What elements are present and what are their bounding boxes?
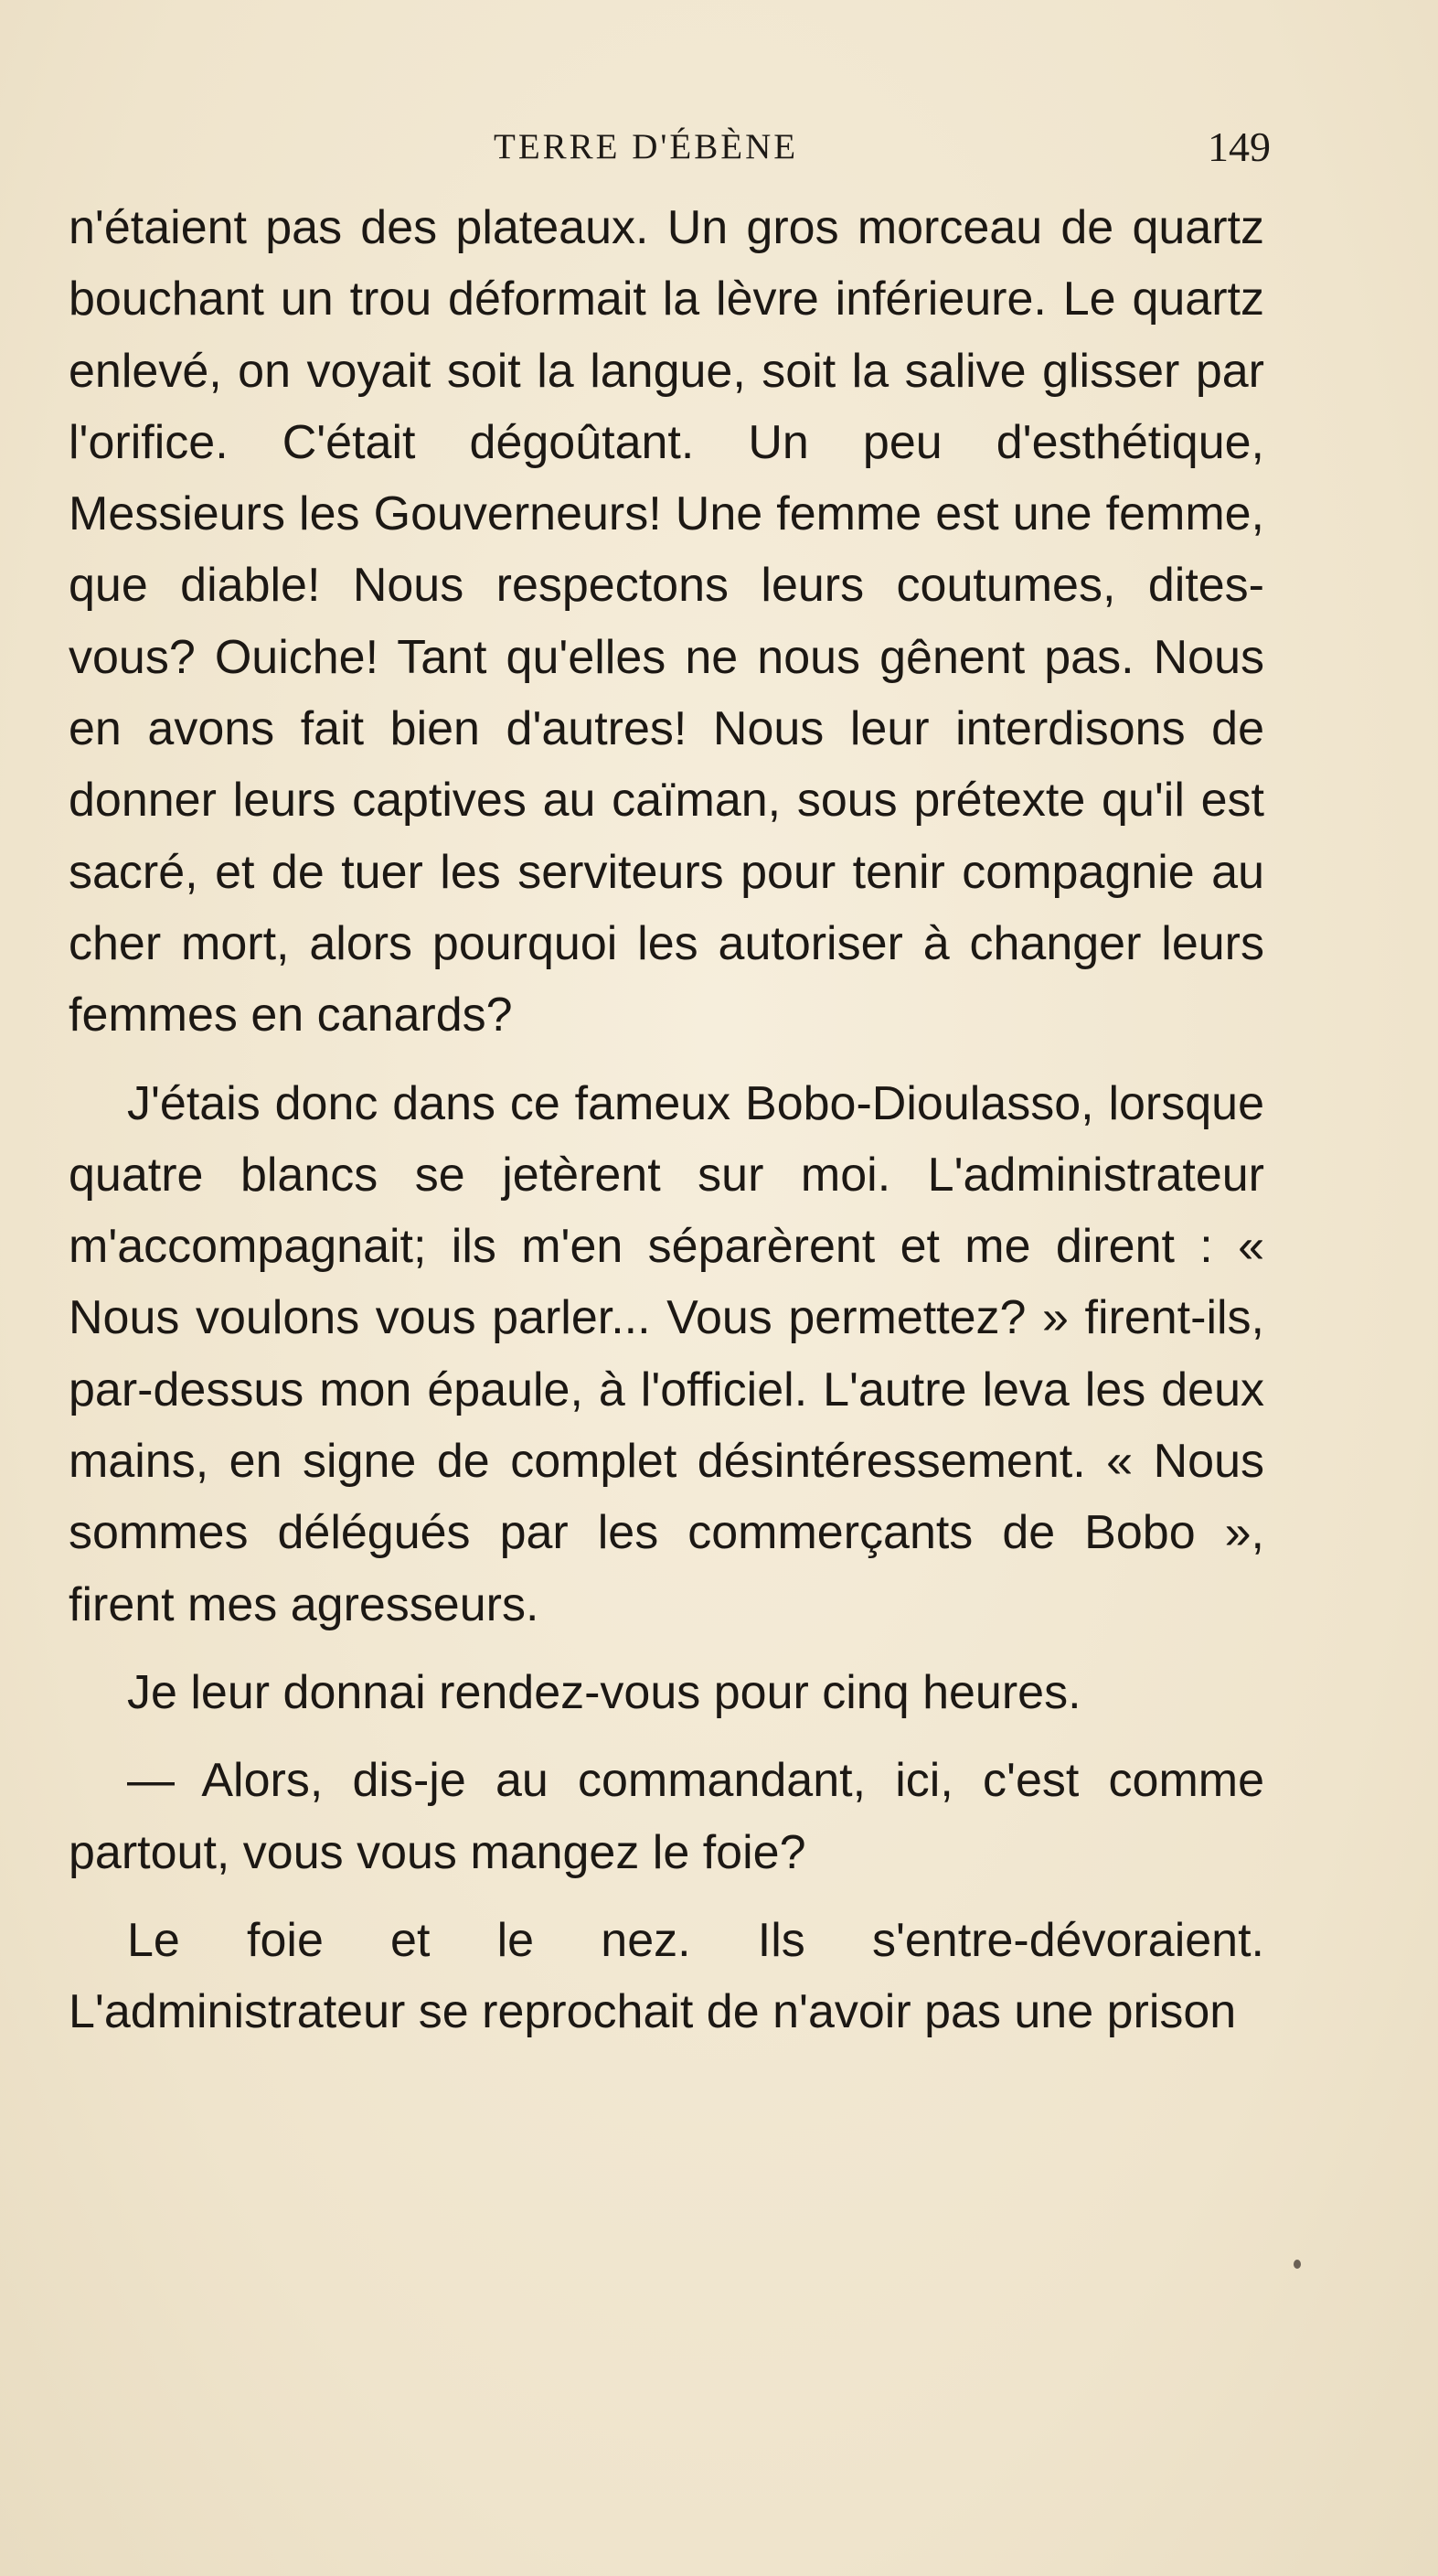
ink-speck <box>1294 2260 1301 2269</box>
paragraph-3: Je leur donnai rendez-vous pour cinq heures. <box>127 1665 1081 1719</box>
body-text <box>69 192 1264 2064</box>
page-number: 149 <box>1208 123 1271 170</box>
paragraph-2: J'étais donc dans ce fameux Bobo-Dioulasso, lorsque quatre blancs se jetèrent sur moi. L'administrateur m'accompagnait; ils m'en séparèrent et me dirent : « Nous voulons vous parler... Vous permettez? » firent-ils, par-dessus mon épaule, à l'officiel. L'autre leva les deux mains, en signe de complet désintéressement. « Nous sommes délégués par les commerçants de Bobo », firent mes agresseurs. <box>69 1076 1264 1631</box>
paragraph-4: — Alors, dis-je au commandant, ici, c'est comme partout, vous vous mangez le foie? <box>69 1754 1264 1879</box>
running-title: TERRE D'ÉBÈNE <box>494 127 799 166</box>
page-header <box>494 123 1271 181</box>
paragraph-5: Le foie et le nez. Ils s'entre-dévoraient. L'administrateur se reprochait de n'avoir pas une prison <box>69 1913 1264 2039</box>
paragraph-1: n'étaient pas des plateaux. Un gros morceau de quartz bouchant un trou déformait la lèvre inférieure. Le quartz enlevé, on voyait soit la langue, soit la salive glisser par l'orifice. C'était dégoûtant. Un peu d'esthétique, Messieurs les Gouverneurs! Une femme est une femme, que diable! Nous respectons leurs coutumes, dites-vous? Ouiche! Tant qu'elles ne nous gênent pas. Nous en avons fait bien d'autres! Nous leur interdisons de donner leurs captives au caïman, sous prétexte qu'il est sacré, et de tuer les serviteurs pour tenir compagnie au cher mort, alors pourquoi les autoriser à changer leurs femmes en canards? <box>69 201 1264 1042</box>
